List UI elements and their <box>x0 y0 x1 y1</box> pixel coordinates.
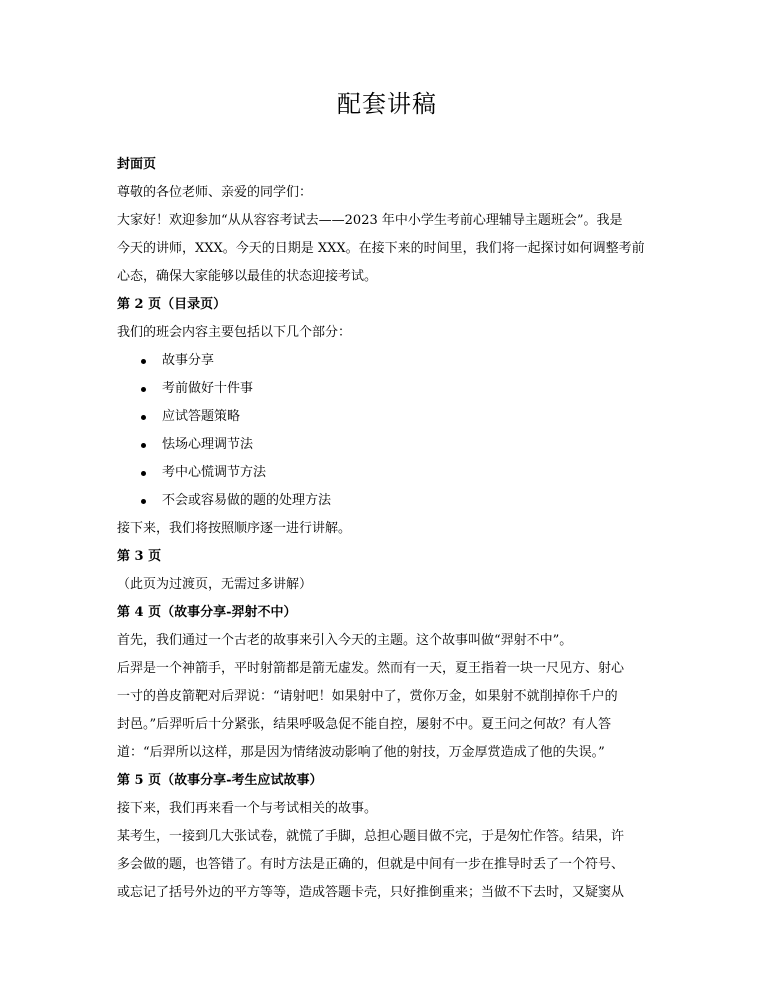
section-heading-page4: 第 4 页（故事分享-羿射不中） <box>117 605 297 620</box>
document-body <box>117 151 657 907</box>
bullet-icon <box>141 359 146 364</box>
paragraph-line: 大家好！欢迎参加“从从容容考试去——2023 年中小学生考前心理辅导主题班会”。我是 <box>117 213 623 228</box>
story-lead-text: 首先，我们通过一个古老的故事来引入今天的主题。这个故事叫做“羿射不中”。 <box>117 633 573 648</box>
section-heading-page2: 第 2 页（目录页） <box>117 297 227 312</box>
list-item-label: 考前做好十件事 <box>162 381 254 396</box>
paragraph-line: 心态，确保大家能够以最佳的状态迎接考试。 <box>117 269 378 284</box>
paragraph-line: 今天的讲师，XXX。今天的日期是 XXX。在接下来的时间里，我们将一起探讨如何调整考前 <box>117 241 645 256</box>
list-item-label: 考中心慌调节方法 <box>162 465 267 480</box>
story-paragraph-houyi <box>117 655 657 767</box>
transition-note: （此页为过渡页，无需过多讲解） <box>117 577 313 592</box>
section-heading-page5: 第 5 页（故事分享-考生应试故事） <box>117 773 323 788</box>
intro-paragraph <box>117 207 657 291</box>
list-item <box>117 347 657 375</box>
paragraph-line: 某考生，一接到几大张试卷，就慌了手脚，总担心题目做不完，于是匆忙作答。结果，许 <box>117 829 625 844</box>
greeting-text: 尊敬的各位老师、亲爱的同学们： <box>117 185 313 200</box>
list-item <box>117 487 657 515</box>
paragraph-line: 道：“后羿所以这样，那是因为情绪波动影响了他的射技，万金厚赏造成了他的失误。” <box>117 745 605 760</box>
list-item-label: 不会或容易做的题的处理方法 <box>162 493 332 508</box>
toc-list <box>117 347 657 515</box>
paragraph-line: 封邑。”后羿听后十分紧张，结果呼吸急促不能自控，屡射不中。夏王问之何故？有人答 <box>117 717 612 732</box>
toc-lead-text: 我们的班会内容主要包括以下几个部分： <box>117 325 352 340</box>
section-heading-cover: 封面页 <box>117 157 157 172</box>
bullet-icon <box>141 415 146 420</box>
list-item-label: 应试答题策略 <box>162 409 241 424</box>
section-heading-page3: 第 3 页 <box>117 549 162 564</box>
bullet-icon <box>141 443 146 448</box>
list-item-label: 怯场心理调节法 <box>162 437 254 452</box>
list-item <box>117 403 657 431</box>
list-item-label: 故事分享 <box>162 353 215 368</box>
document-title: 配套讲稿 <box>337 90 437 118</box>
story-paragraph-exam <box>117 823 657 907</box>
bullet-icon <box>141 499 146 504</box>
list-item <box>117 459 657 487</box>
toc-closing-text: 接下来，我们将按照顺序逐一进行讲解。 <box>117 521 352 536</box>
story-lead-text: 接下来，我们再来看一个与考试相关的故事。 <box>117 801 378 816</box>
paragraph-line: 一寸的兽皮箭靶对后羿说：“请射吧！如果射中了，赏你万金，如果射不就削掉你千户的 <box>117 689 618 704</box>
paragraph-line: 多会做的题，也答错了。有时方法是正确的，但就是中间有一步在推导时丢了一个符号、 <box>117 857 625 872</box>
paragraph-line: 后羿是一个神箭手，平时射箭都是箭无虚发。然而有一天，夏王指着一块一尺见方、射心 <box>117 661 625 676</box>
list-item <box>117 431 657 459</box>
list-item <box>117 375 657 403</box>
bullet-icon <box>141 387 146 392</box>
paragraph-line: 或忘记了括号外边的平方等等，造成答题卡壳，只好推倒重来；当做不下去时，又疑窦从 <box>117 885 625 900</box>
bullet-icon <box>141 471 146 476</box>
